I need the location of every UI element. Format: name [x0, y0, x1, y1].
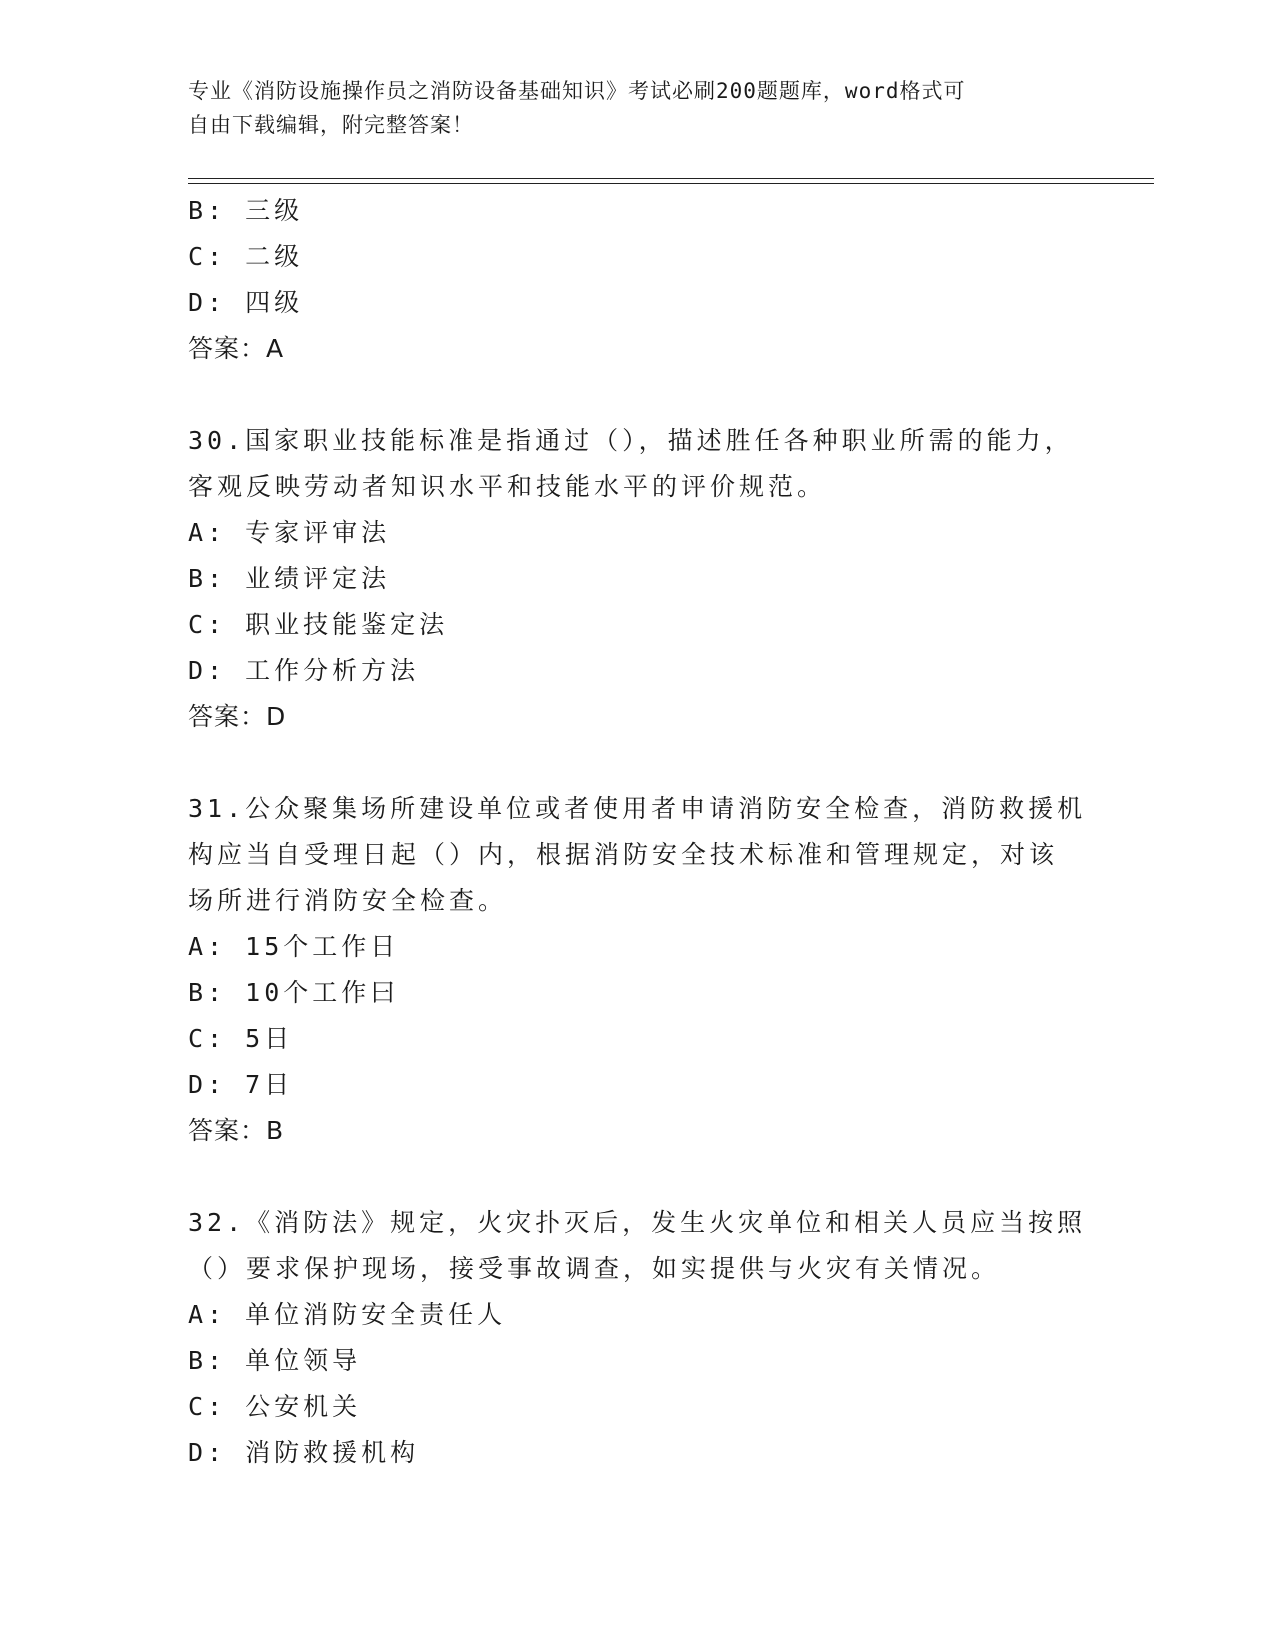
question-stem-line: 构应当自受理日起（）内，根据消防安全技术标准和管理规定，对该 — [188, 840, 1059, 869]
header-line-2: 自由下载编辑，附完整答案！ — [188, 113, 474, 137]
option-c: C: 职业技能鉴定法 — [188, 610, 449, 639]
document-header — [188, 74, 1068, 142]
option-a: A: 单位消防安全责任人 — [188, 1300, 507, 1329]
option-b: B: 单位领导 — [188, 1346, 362, 1375]
answer-line: 答案：D — [188, 702, 287, 731]
answer-line: 答案：A — [188, 334, 285, 363]
option-d: D: 工作分析方法 — [188, 656, 420, 685]
question-content — [188, 188, 1088, 1476]
option-b: B: 10个工作曰 — [188, 978, 400, 1007]
question-stem-line: 32.《消防法》规定，火灾扑灭后，发生火灾单位和相关人员应当按照 — [188, 1208, 1087, 1237]
header-divider-bottom — [188, 183, 1154, 184]
question-29-tail — [188, 188, 1088, 372]
option-b: B: 业绩评定法 — [188, 564, 391, 593]
header-line-1: 专业《消防设施操作员之消防设备基础知识》考试必刷200题题库，word格式可 — [188, 79, 966, 103]
question-stem-line: 31.公众聚集场所建设单位或者使用者申请消防安全检查，消防救援机 — [188, 794, 1087, 823]
option-d: D: 7日 — [188, 1070, 294, 1099]
option-c: C: 5日 — [188, 1024, 294, 1053]
option-c: C: 公安机关 — [188, 1392, 362, 1421]
option-c: C: 二级 — [188, 242, 304, 271]
option-d: D: 消防救援机构 — [188, 1438, 420, 1467]
question-31 — [188, 786, 1088, 1154]
answer-line: 答案：B — [188, 1116, 285, 1145]
header-divider-top — [188, 178, 1154, 179]
question-30 — [188, 418, 1088, 740]
question-stem-line: 30.国家职业技能标准是指通过（），描述胜任各种职业所需的能力， — [188, 426, 1074, 455]
question-stem-line: （）要求保护现场，接受事故调查，如实提供与火灾有关情况。 — [188, 1254, 1001, 1283]
question-stem-line: 客观反映劳动者知识水平和技能水平的评价规范。 — [188, 472, 827, 501]
question-32 — [188, 1200, 1088, 1476]
option-a: A: 15个工作日 — [188, 932, 400, 961]
option-d: D: 四级 — [188, 288, 304, 317]
option-b: B: 三级 — [188, 196, 304, 225]
question-stem-line: 场所进行消防安全检查。 — [188, 886, 508, 915]
option-a: A: 专家评审法 — [188, 518, 391, 547]
